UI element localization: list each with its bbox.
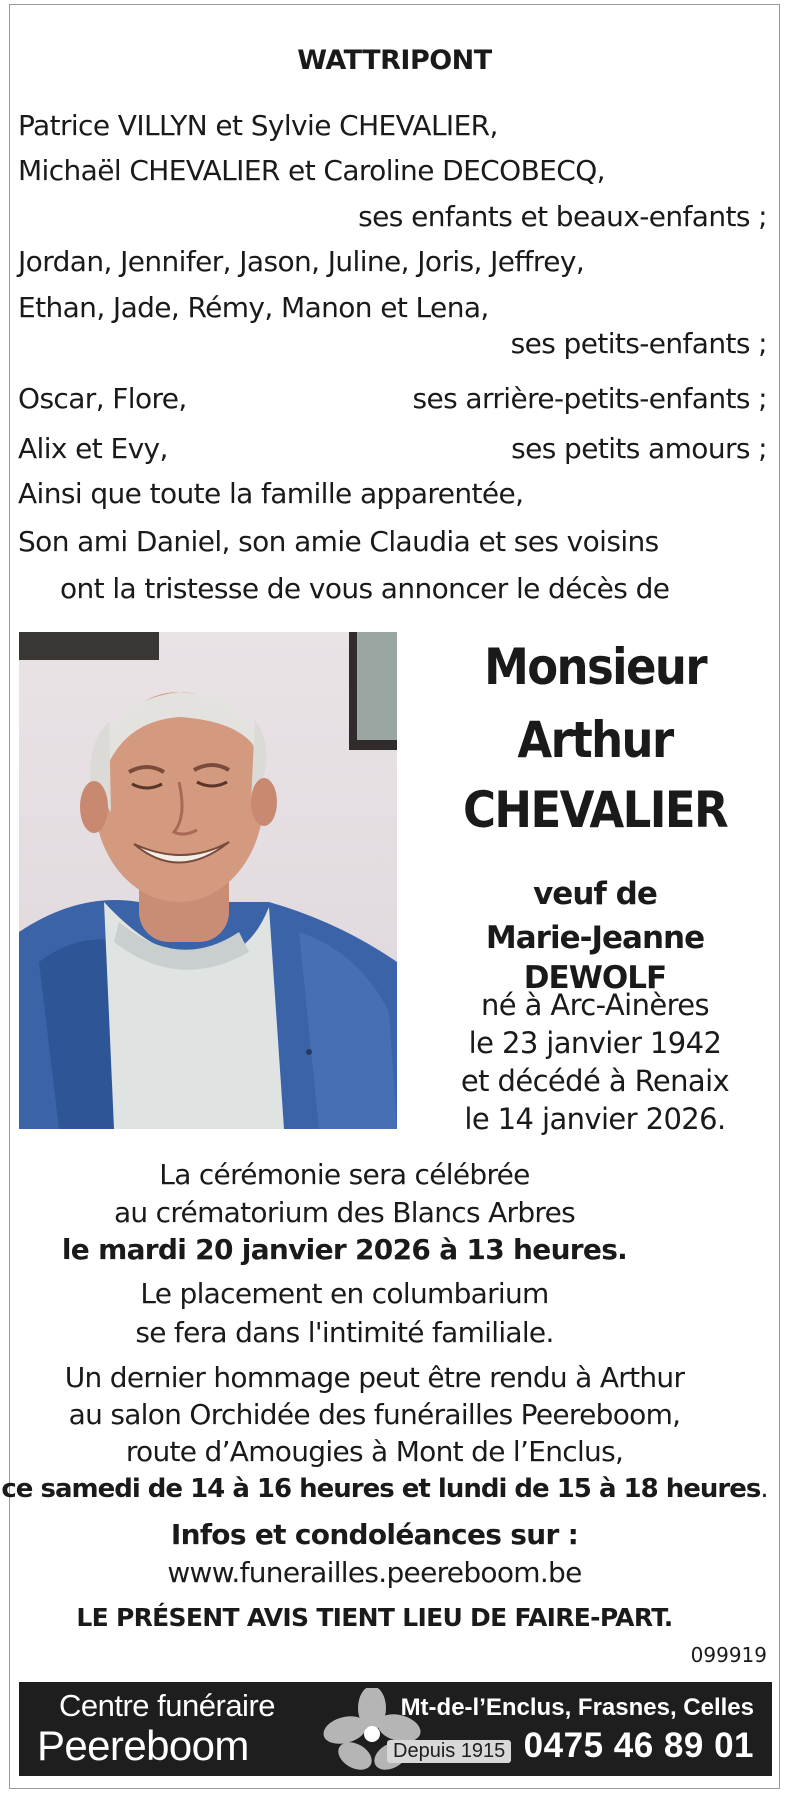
town-heading: WATTRIPONT xyxy=(297,45,492,76)
family-line-11: ont la tristesse de vous annoncer le décès de xyxy=(60,572,670,605)
ceremony-line-6: Un dernier hommage peut être rendu à Arthur xyxy=(64,1361,685,1394)
ceremony-line-7: au salon Orchidée des funérailles Peereboom, xyxy=(68,1398,681,1431)
ceremony-line-1: La cérémonie sera célébrée xyxy=(159,1158,530,1191)
ceremony-line-2: au crématorium des Blancs Arbres xyxy=(113,1196,576,1229)
since-badge: Depuis 1915 xyxy=(387,1740,511,1763)
funeral-home-banner xyxy=(19,1682,772,1776)
brand-line-2: Peereboom xyxy=(37,1722,249,1769)
family-line-8-left: Alix et Evy, xyxy=(18,432,168,465)
visiting-hours-period: . xyxy=(760,1474,768,1504)
portrait-photo xyxy=(19,632,397,1129)
ceremony-line-5: se fera dans l'intimité familiale. xyxy=(135,1316,554,1349)
deceased-last-name: CHEVALIER xyxy=(463,781,727,839)
notice-statement: LE PRÉSENT AVIS TIENT LIEU DE FAIRE-PART. xyxy=(76,1603,673,1632)
obituary-notice xyxy=(1,4,780,1789)
born-date: le 23 janvier 1942 xyxy=(468,1026,722,1060)
deceased-title: Monsieur xyxy=(484,638,706,696)
phone-number[interactable]: 0475 46 89 01 xyxy=(523,1726,754,1765)
died-place: et décédé à Renaix xyxy=(460,1064,730,1098)
family-line-10: Son ami Daniel, son amie Claudia et ses voisins xyxy=(18,525,659,558)
family-line-3: ses enfants et beaux-enfants ; xyxy=(358,200,767,233)
ceremony-line-8: route d’Amougies à Mont de l’Enclus, xyxy=(125,1435,624,1468)
family-line-5: Ethan, Jade, Rémy, Manon et Lena, xyxy=(18,291,489,324)
deceased-first-name: Arthur xyxy=(517,711,673,769)
family-line-7-left: Oscar, Flore, xyxy=(18,382,187,415)
reference-number: 099919 xyxy=(690,1643,767,1667)
family-line-6: ses petits-enfants ; xyxy=(510,327,767,360)
family-line-7-right: ses arrière-petits-enfants ; xyxy=(412,382,767,415)
ceremony-line-4: Le placement en columbarium xyxy=(140,1277,549,1310)
widow-label: veuf de xyxy=(533,876,657,912)
brand-line-1: Centre funéraire xyxy=(59,1688,276,1723)
ceremony-date: le mardi 20 janvier 2026 à 13 heures. xyxy=(61,1233,628,1266)
family-line-4: Jordan, Jennifer, Jason, Juline, Joris, Jeffrey, xyxy=(18,245,585,278)
condolences-url[interactable]: www.funerailles.peereboom.be xyxy=(167,1556,582,1589)
family-line-2: Michaël CHEVALIER et Caroline DECOBECQ, xyxy=(18,154,605,187)
ceremony-hours xyxy=(0,1472,769,1507)
locations: Mt-de-l’Enclus, Frasnes, Celles xyxy=(400,1694,754,1721)
family-line-8-right: ses petits amours ; xyxy=(511,432,767,465)
born-place: né à Arc-Ainères xyxy=(480,988,710,1022)
portrait-illustration xyxy=(19,632,397,1129)
spouse-name: Marie-Jeanne DEWOLF xyxy=(485,920,705,996)
condolences-label: Infos et condoléances sur : xyxy=(170,1518,579,1551)
family-line-9: Ainsi que toute la famille apparentée, xyxy=(18,477,524,510)
family-line-1: Patrice VILLYN et Sylvie CHEVALIER, xyxy=(18,109,498,142)
visiting-hours: ce samedi de 14 à 16 heures et lundi de 15 à 18 heures xyxy=(1,1474,761,1504)
died-date: le 14 janvier 2026. xyxy=(464,1102,726,1136)
